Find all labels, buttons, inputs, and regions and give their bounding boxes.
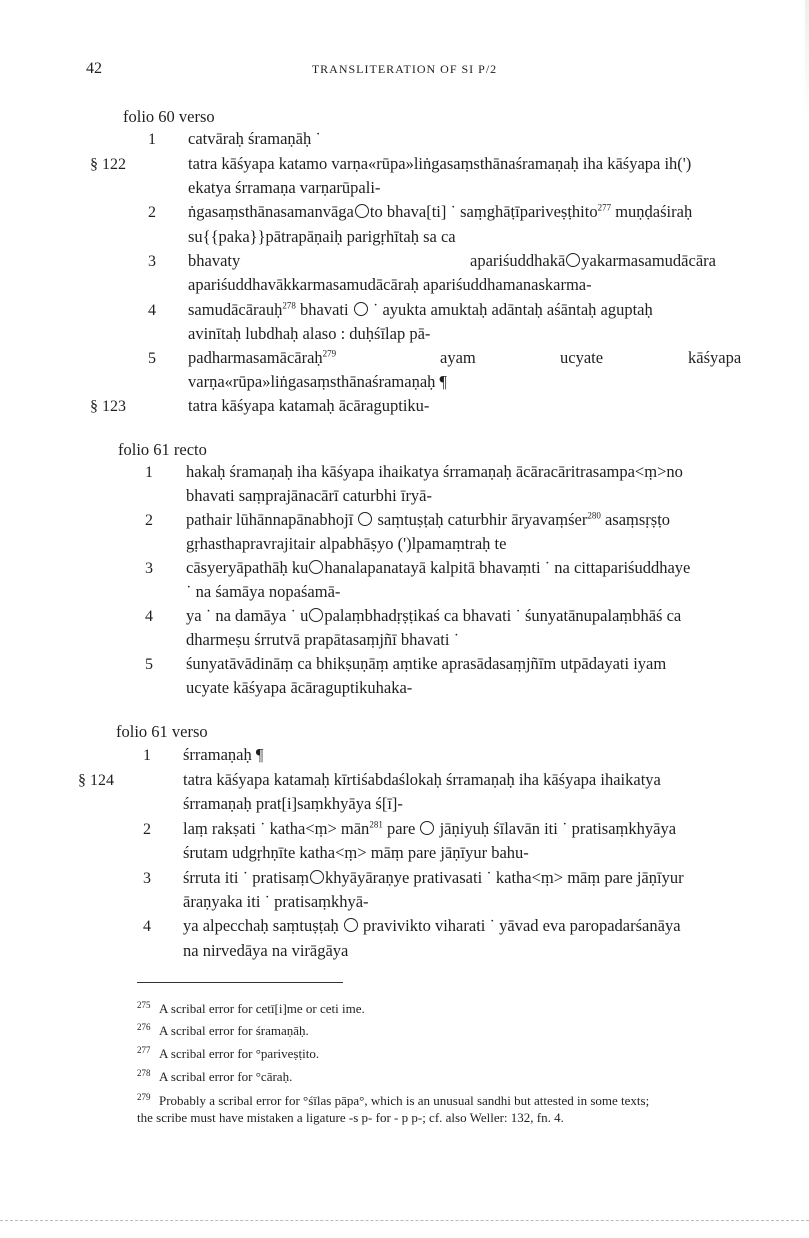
lacuna-circle-icon — [344, 918, 358, 932]
manuscript-line: varṇa«rūpa»liṅgasaṃsthānaśramaṇaḥ ¶ — [188, 372, 448, 391]
manuscript-line: ˙ na śamāya nopaśamā- — [186, 582, 341, 601]
manuscript-line: hakaḥ śramaṇaḥ iha kāśyapa ihaikatya śrramaṇaḥ ācāracāritrasampa<ṃ>no — [186, 462, 683, 481]
footnote-continuation: the scribe must have mistaken a ligature -s p- for - p p-; cf. also Weller: 132, fn. 4. — [137, 1110, 564, 1125]
footnote: 275 A scribal error for cetī[i]me or ceti ime. — [137, 1000, 365, 1016]
manuscript-line: śrramaṇaḥ ¶ — [183, 745, 264, 764]
manuscript-line: śrramaṇaḥ prat[i]saṃkhyāya ś[ī]- — [183, 794, 403, 813]
section-marker: § 124 — [78, 772, 114, 789]
line-number: 4 — [148, 302, 156, 319]
manuscript-line: apariśuddhavākkarmasamudācāraḥ apariśuddhamanaskarma- — [188, 275, 592, 294]
manuscript-word: ucyate — [560, 348, 604, 367]
manuscript-line: gṛhasthapravrajitair alpabhāṣyo (')lpamaṃtraḥ te — [186, 534, 507, 553]
folio-heading: folio 61 verso — [116, 722, 208, 741]
lacuna-circle-icon — [309, 560, 323, 574]
line-number: 2 — [148, 204, 156, 221]
line-number: 2 — [143, 821, 151, 838]
manuscript-line: tatra kāśyapa katamaḥ ācāraguptiku- — [188, 396, 430, 415]
manuscript-line: śrruta iti ˙ pratisaṃ khyāyāraṇye prativasati ˙ katha<ṃ> māṃ pare jāṇīyur — [183, 868, 684, 887]
manuscript-line: tatra kāśyapa katamo varṇa«rūpa»liṅgasaṃsthānaśramaṇaḥ iha kāśyapa ih(') — [188, 154, 692, 173]
manuscript-line: na nirvedāya na virāgāya — [183, 941, 349, 960]
folio-heading: folio 61 recto — [118, 440, 207, 459]
lacuna-circle-icon — [355, 204, 369, 218]
line-number: 5 — [148, 350, 156, 367]
manuscript-line: bhavati saṃprajānacārī caturbhi īryā- — [186, 486, 433, 505]
lacuna-circle-icon — [566, 253, 580, 267]
manuscript-line: apariśuddhakā yakarmasamudācāra — [470, 251, 716, 270]
manuscript-line: cāsyeryāpathāḥ ku hanalapanatayā kalpitā bhavaṃti ˙ na cittapariśuddhaye — [186, 558, 691, 577]
lacuna-circle-icon — [310, 870, 324, 884]
manuscript-line: śunyatāvādināṃ ca bhikṣuṇāṃ aṃtike aprasādasaṃjñīm utpādayati iyam — [186, 654, 667, 673]
running-title: TRANSLITERATION OF SI P/2 — [311, 62, 498, 76]
line-number: 1 — [143, 747, 151, 764]
manuscript-line: ṅgasaṃsthānasamanvāga to bhava[ti] ˙ saṃghāṭīpariveṣṭhito$^{277}$ muṇḍaśiraḥ — [188, 202, 693, 221]
line-number: 3 — [145, 560, 153, 577]
folio-heading: folio 60 verso — [123, 107, 215, 126]
page-bottom-rule — [0, 1220, 809, 1222]
footnote: 276 A scribal error for śramaṇāḥ. — [137, 1022, 309, 1038]
section-marker: § 123 — [90, 398, 126, 415]
lacuna-circle-icon — [309, 608, 323, 622]
manuscript-line: ucyate kāśyapa ācāraguptikuhaka- — [186, 678, 413, 697]
manuscript-line: pathair lūhānnapānabhojī saṃtuṣṭaḥ caturbhir āryavaṃśer$^{280}$ asaṃsṛṣṭo — [186, 510, 671, 529]
line-number: 3 — [143, 870, 151, 887]
line-number: 1 — [145, 464, 153, 481]
manuscript-line: samudācārauḥ$^{278}$ bhavati ˙ ayukta amuktaḥ adāntaḥ aśāntaḥ aguptaḥ — [188, 300, 653, 319]
manuscript-word: ayam — [440, 348, 476, 367]
lacuna-circle-icon — [354, 302, 368, 316]
manuscript-line: avinītaḥ lubdhaḥ alaso : duḥśīlap pā- — [188, 324, 431, 343]
footnote: 279 Probably a scribal error for °śīlas pāpa°, which is an unusual sandhi but attested in some texts; — [137, 1092, 650, 1108]
line-number: 5 — [145, 656, 153, 673]
manuscript-line: ekatya śrramaṇa varṇarūpali- — [188, 178, 381, 197]
manuscript-line: tatra kāśyapa katamaḥ kīrtiśabdaślokaḥ śrramaṇaḥ iha kāśyapa ihaikatya — [183, 770, 661, 789]
page-header — [0, 60, 809, 84]
manuscript-line: laṃ rakṣati ˙ katha<ṃ> mān$^{281}$ pare jāṇiyuḥ śīlavān iti ˙ pratisaṃkhyāya — [183, 819, 677, 838]
manuscript-line: śrutam udgṛhṇīte katha<ṃ> māṃ pare jāṇīyur bahu- — [183, 843, 529, 862]
page-number: 42 — [86, 60, 102, 77]
manuscript-line: ya ˙ na damāya ˙ u palaṃbhadṛṣṭikaś ca bhavati ˙ śunyatānupalaṃbhāś ca — [186, 606, 682, 625]
lacuna-circle-icon — [420, 821, 434, 835]
manuscript-word: kāśyapa — [688, 348, 742, 367]
footnote: 277 A scribal error for °pariveṣṭito. — [137, 1045, 320, 1061]
manuscript-line: dharmeṣu śrrutvā prapātasaṃjñī bhavati ˙ — [186, 630, 460, 649]
manuscript-line: āraṇyaka iti ˙ pratisaṃkhyā- — [183, 892, 369, 911]
lacuna-circle-icon — [358, 512, 372, 526]
footnote: 278 A scribal error for °cāraḥ. — [137, 1068, 293, 1084]
section-marker: § 122 — [90, 156, 126, 173]
manuscript-line: padharmasamācāraḥ$^{279}$ — [188, 348, 337, 367]
line-number: 3 — [148, 253, 156, 270]
footnote-rule — [137, 982, 343, 983]
manuscript-line: catvāraḥ śramaṇāḥ ˙ — [188, 129, 321, 148]
line-number: 4 — [145, 608, 153, 625]
manuscript-line: ya alpecchaḥ saṃtuṣṭaḥ pravivikto viharati ˙ yāvad eva paropadarśanāya — [183, 916, 681, 935]
line-number: 2 — [145, 512, 153, 529]
manuscript-line: su{{paka}}pātrapāṇaiḥ parigṛhītaḥ sa ca — [188, 227, 456, 246]
line-number: 1 — [148, 131, 156, 148]
line-number: 4 — [143, 918, 151, 935]
manuscript-line: bhavaty — [188, 251, 241, 270]
